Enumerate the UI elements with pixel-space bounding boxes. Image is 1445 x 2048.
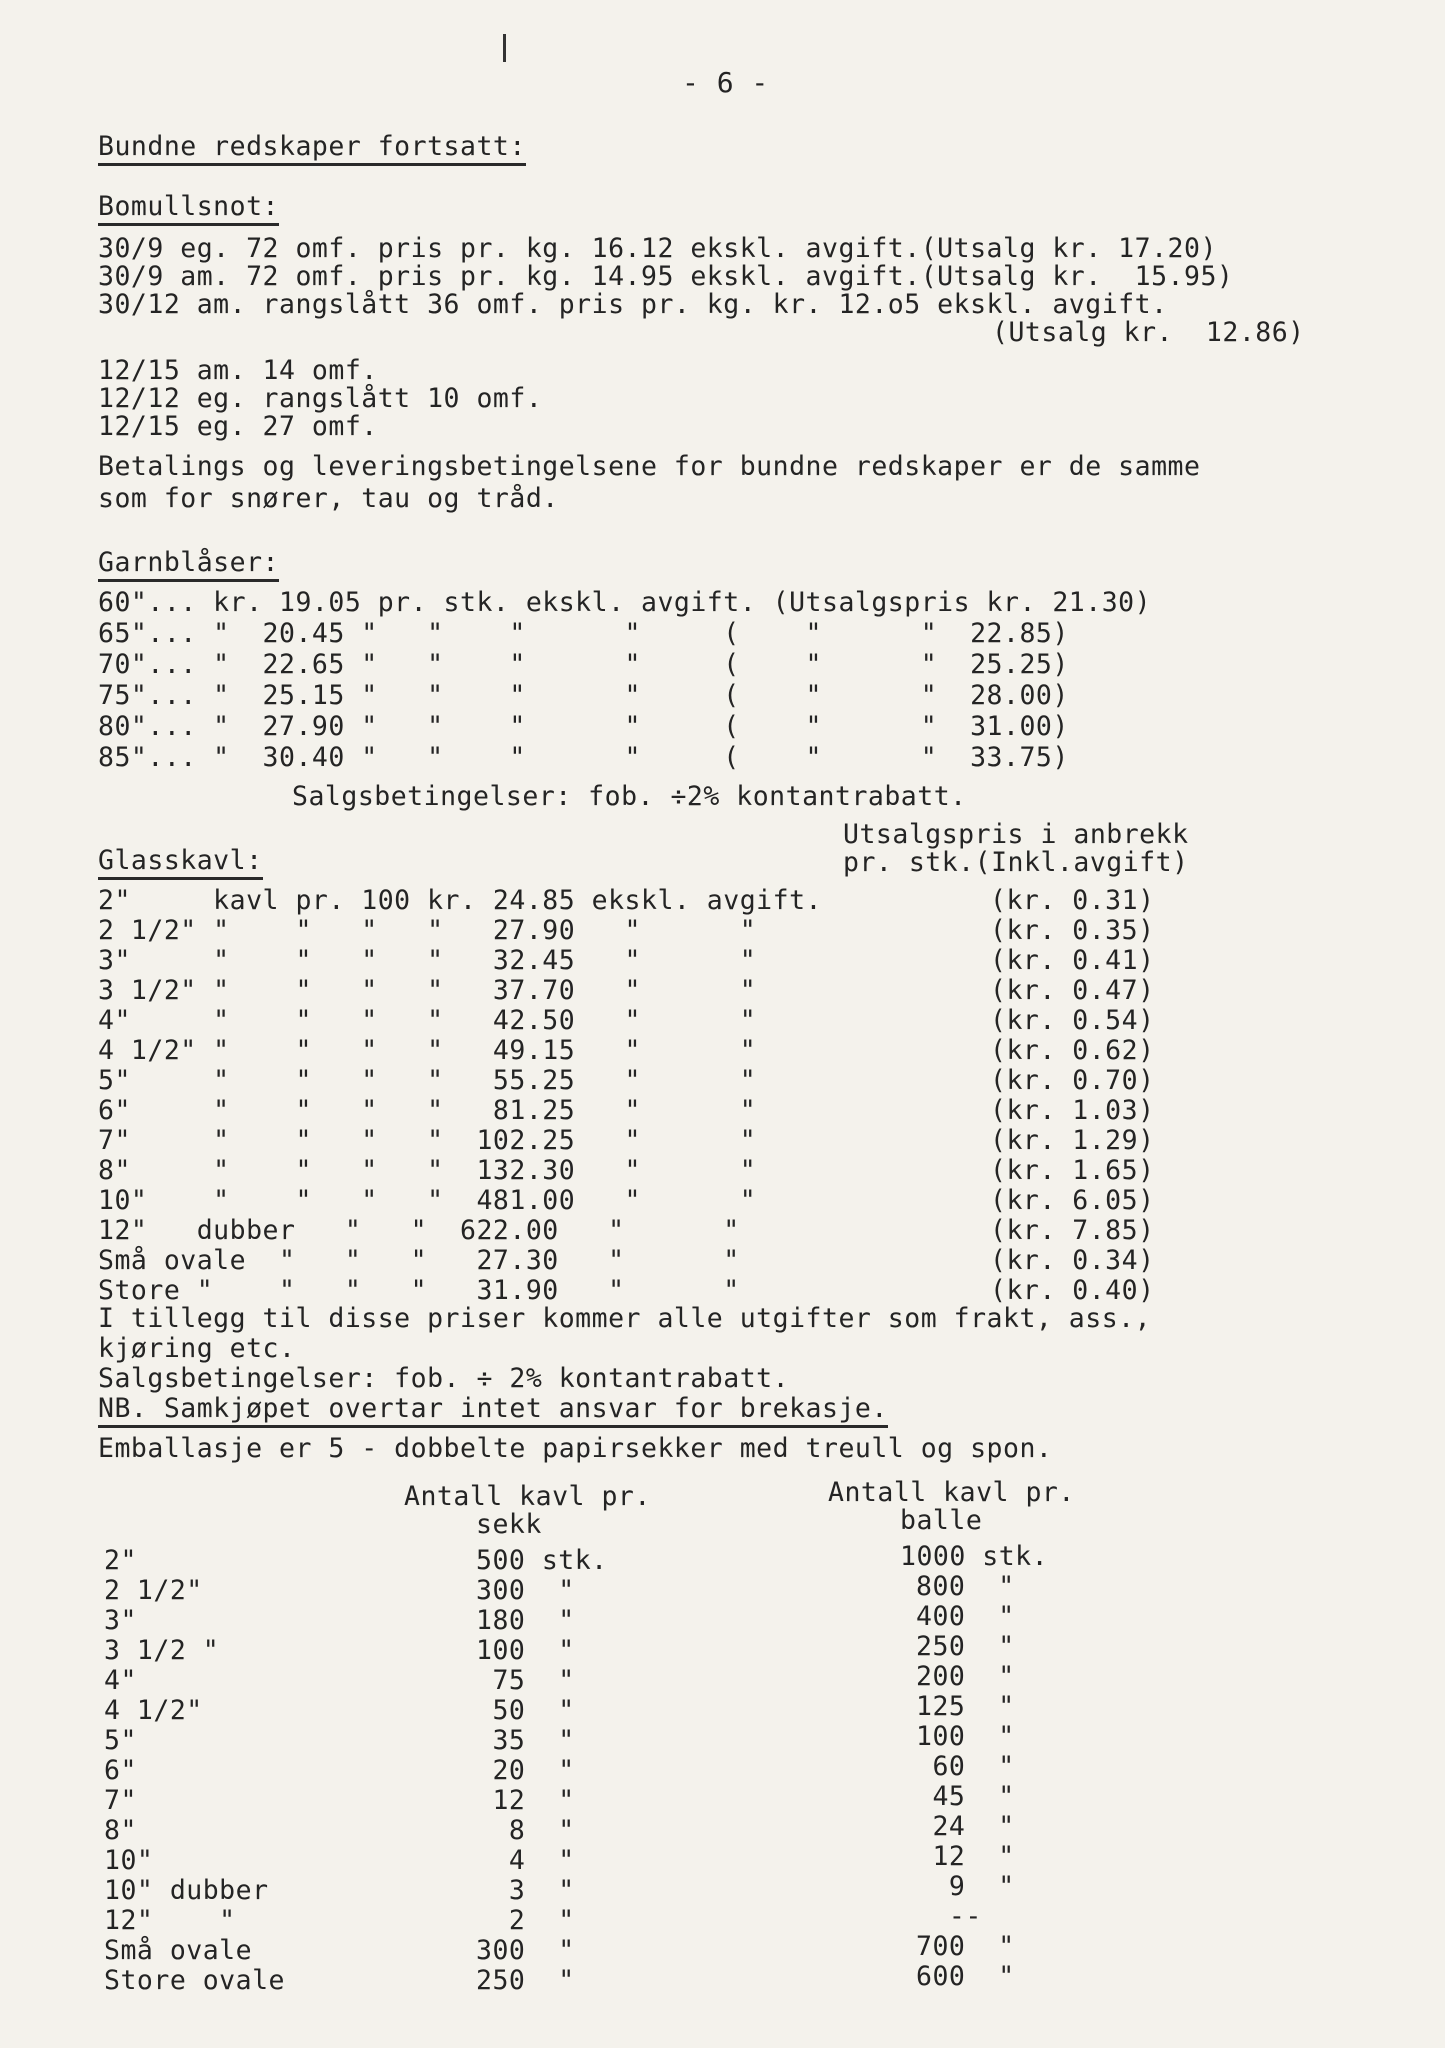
bomull-line: 30/9 am. 72 omf. pris pr. kg. 14.95 ekskl. avgift.(Utsalg kr. 15.95)	[98, 261, 1234, 292]
glass-row: 3" " " " " 32.45 " "	[98, 945, 757, 976]
glass-terms: Salgsbetingelser: fob. ÷ 2% kontantrabatt.	[98, 1363, 790, 1394]
pack-balle-count: 250 "	[916, 1631, 1015, 1662]
glass-heading: Glasskavl:	[98, 846, 263, 880]
bomull-heading: Bomullsnot:	[98, 192, 279, 226]
pack-size: 10" dubber	[104, 1875, 269, 1906]
pack-sekk-count: 250 "	[476, 1965, 575, 1996]
glass-row: 8" " " " " 132.30 " "	[98, 1155, 757, 1186]
glass-note: I tillegg til disse priser kommer alle utgifter som frakt, ass.,	[98, 1303, 1152, 1334]
glass-row: 6" " " " " 81.25 " "	[98, 1095, 757, 1126]
glass-note: kjøring etc.	[98, 1333, 296, 1364]
pack-sekk-count: 8 "	[476, 1815, 575, 1846]
pack-size: 4 1/2"	[104, 1695, 203, 1726]
pack-balle-count: 800 "	[916, 1571, 1015, 1602]
pack-size: 3 1/2 "	[104, 1635, 220, 1666]
pack-sekk-count: 100 "	[476, 1635, 575, 1666]
pack-balle-count: 200 "	[916, 1661, 1015, 1692]
pack-size: Små ovale	[104, 1935, 253, 1966]
pack-sekk-count: 300 "	[476, 1935, 575, 1966]
bomull-line: 30/9 eg. 72 omf. pris pr. kg. 16.12 ekskl. avgift.(Utsalg kr. 17.20)	[98, 233, 1217, 264]
pack-size: 12" "	[104, 1905, 236, 1936]
pack-size: 2"	[104, 1545, 137, 1576]
pack-head-sekk: Antall kavl pr.	[404, 1481, 651, 1512]
pack-sekk-count: 75 "	[476, 1665, 575, 1696]
pack-intro: Emballasje er 5 - dobbelte papirsekker med treull og spon.	[98, 1433, 1053, 1464]
pack-sekk-count: 2 "	[476, 1905, 575, 1936]
pack-sekk-count: 3 "	[476, 1875, 575, 1906]
pack-sekk-count: 50 "	[476, 1695, 575, 1726]
garn-row: 75"... " 25.15 " " " " ( " " 28.00)	[98, 680, 1069, 711]
page-number: - 6 -	[682, 66, 769, 99]
pack-size: 10"	[104, 1845, 154, 1876]
pack-size: 8"	[104, 1815, 137, 1846]
pack-balle-count: 9 "	[916, 1871, 1015, 1902]
pack-balle-count: 24 "	[916, 1811, 1015, 1842]
glass-retail-price: (kr. 0.41)	[990, 945, 1155, 976]
garn-row: 60"... kr. 19.05 pr. stk. ekskl. avgift. (Utsalgspris kr. 21.30)	[98, 587, 1152, 618]
pack-balle-count: 1000 stk.	[900, 1541, 1049, 1572]
bomull-line: 12/12 eg. rangslått 10 omf.	[98, 383, 543, 414]
glass-row: 7" " " " " 102.25 " "	[98, 1125, 757, 1156]
glass-nb-note: NB. Samkjøpet overtar intet ansvar for brekasje.	[98, 1394, 888, 1428]
glass-retail-price: (kr. 0.62)	[990, 1035, 1155, 1066]
pack-sekk-count: 300 "	[476, 1575, 575, 1606]
garn-row: 65"... " 20.45 " " " " ( " " 22.85)	[98, 618, 1069, 649]
pack-head-sekk: sekk	[476, 1509, 542, 1540]
glass-row: Store " " " " 31.90 " "	[98, 1275, 740, 1306]
glass-retail-price: (kr. 7.85)	[990, 1215, 1155, 1246]
pack-sekk-count: 35 "	[476, 1725, 575, 1756]
glass-retail-price: (kr. 0.54)	[990, 1005, 1155, 1036]
glass-row: 2" kavl pr. 100 kr. 24.85 ekskl. avgift.	[98, 885, 822, 916]
glass-retail-price: (kr. 1.03)	[990, 1095, 1155, 1126]
pack-balle-count: 125 "	[916, 1691, 1015, 1722]
pack-balle-count: --	[916, 1901, 982, 1932]
pack-size: 2 1/2"	[104, 1575, 203, 1606]
glass-retail-price: (kr. 0.35)	[990, 915, 1155, 946]
glass-row: 5" " " " " 55.25 " "	[98, 1065, 757, 1096]
pack-balle-count: 400 "	[916, 1601, 1015, 1632]
glass-row: 10" " " " " 481.00 " "	[98, 1185, 757, 1216]
glass-row: 4" " " " " 42.50 " "	[98, 1005, 757, 1036]
pack-balle-count: 600 "	[916, 1961, 1015, 1992]
glass-row: 2 1/2" " " " " 27.90 " "	[98, 915, 757, 946]
pack-sekk-count: 500 stk.	[476, 1545, 608, 1576]
pack-balle-count: 12 "	[916, 1841, 1015, 1872]
glass-row: 4 1/2" " " " " 49.15 " "	[98, 1035, 757, 1066]
glass-retail-price: (kr. 0.70)	[990, 1065, 1155, 1096]
pack-balle-count: 45 "	[916, 1781, 1015, 1812]
bomull-line: 12/15 am. 14 omf.	[98, 355, 378, 386]
glass-retail-price: (kr. 0.47)	[990, 975, 1155, 1006]
pack-size: 6"	[104, 1755, 137, 1786]
glass-row: 3 1/2" " " " " 37.70 " "	[98, 975, 757, 1006]
pack-balle-count: 100 "	[916, 1721, 1015, 1752]
glass-row: Små ovale " " " 27.30 " "	[98, 1245, 740, 1276]
glass-retail-price: (kr. 1.29)	[990, 1125, 1155, 1156]
glass-col-head: Utsalgspris i anbrekk	[843, 819, 1189, 850]
glass-retail-price: (kr. 0.40)	[990, 1275, 1155, 1306]
glass-retail-price: (kr. 1.65)	[990, 1155, 1155, 1186]
section-heading: Bundne redskaper fortsatt:	[98, 132, 526, 166]
garn-row: 70"... " 22.65 " " " " ( " " 25.25)	[98, 649, 1069, 680]
pack-balle-count: 60 "	[916, 1751, 1015, 1782]
pack-sekk-count: 4 "	[476, 1845, 575, 1876]
bomull-line: (Utsalg kr. 12.86)	[992, 317, 1305, 348]
bomull-line: 30/12 am. rangslått 36 omf. pris pr. kg. kr. 12.o5 ekskl. avgift.	[98, 289, 1168, 320]
glass-retail-price: (kr. 6.05)	[990, 1185, 1155, 1216]
pack-head-balle: balle	[900, 1505, 983, 1536]
bomull-line: 12/15 eg. 27 omf.	[98, 411, 378, 442]
pack-size: 4"	[104, 1665, 137, 1696]
pack-head-balle: Antall kavl pr.	[828, 1477, 1075, 1508]
pack-size: 5"	[104, 1725, 137, 1756]
pack-size: Store ovale	[104, 1965, 285, 1996]
glass-col-head: pr. stk.(Inkl.avgift)	[843, 847, 1189, 878]
glass-retail-price: (kr. 0.31)	[990, 885, 1155, 916]
pack-sekk-count: 12 "	[476, 1785, 575, 1816]
glass-row: 12" dubber " " 622.00 " "	[98, 1215, 740, 1246]
garn-row: 80"... " 27.90 " " " " ( " " 31.00)	[98, 711, 1069, 742]
pack-size: 3"	[104, 1605, 137, 1636]
ink-mark	[503, 34, 506, 62]
garn-row: 85"... " 30.40 " " " " ( " " 33.75)	[98, 742, 1069, 773]
pack-size: 7"	[104, 1785, 137, 1816]
bomull-terms: Betalings og leveringsbetingelsene for bundne redskaper er de samme	[98, 451, 1201, 482]
pack-sekk-count: 20 "	[476, 1755, 575, 1786]
pack-balle-count: 700 "	[916, 1931, 1015, 1962]
garn-heading: Garnblåser:	[98, 548, 279, 582]
glass-retail-price: (kr. 0.34)	[990, 1245, 1155, 1276]
garn-terms: Salgsbetingelser: fob. ÷2% kontantrabatt.	[292, 781, 967, 812]
pack-sekk-count: 180 "	[476, 1605, 575, 1636]
bomull-terms: som for snører, tau og tråd.	[98, 483, 559, 514]
